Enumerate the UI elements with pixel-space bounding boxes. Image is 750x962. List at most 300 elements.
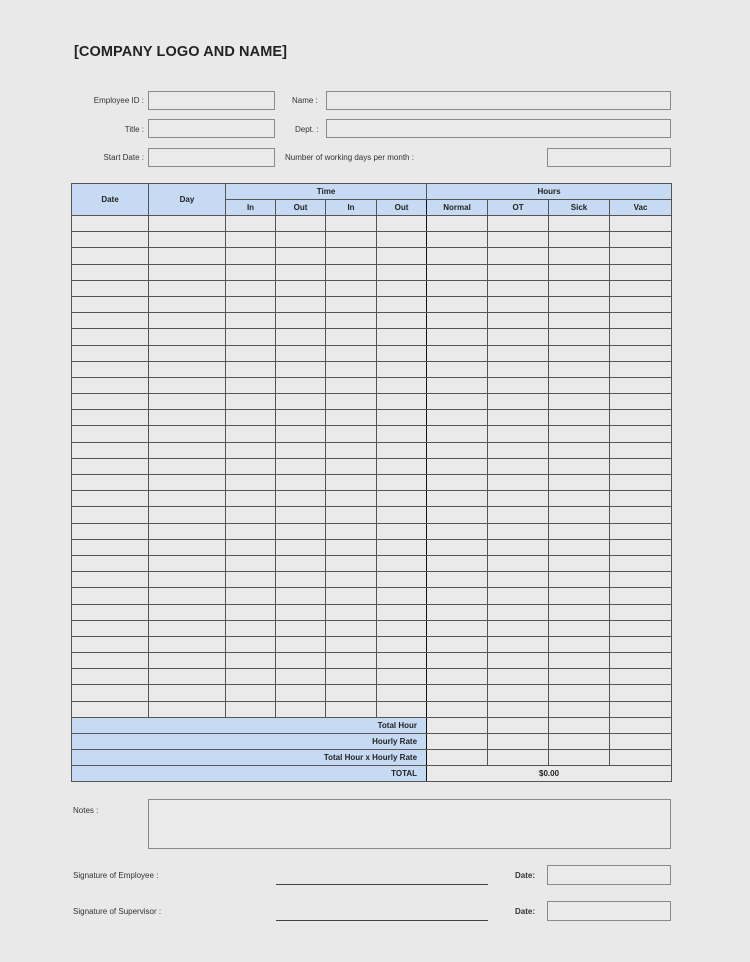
time-in-2-cell[interactable]: [326, 685, 377, 701]
sick-cell[interactable]: [549, 361, 610, 377]
normal-cell[interactable]: [427, 491, 488, 507]
date-cell[interactable]: [72, 296, 149, 312]
time-in-2-cell[interactable]: [326, 458, 377, 474]
ot-cell[interactable]: [488, 636, 549, 652]
sick-cell[interactable]: [549, 555, 610, 571]
date-cell[interactable]: [72, 572, 149, 588]
date-cell[interactable]: [72, 491, 149, 507]
working-days-field[interactable]: [547, 148, 671, 167]
total-x-rate-ot-cell[interactable]: [488, 749, 549, 765]
vac-cell[interactable]: [610, 507, 672, 523]
vac-cell[interactable]: [610, 701, 672, 717]
sick-cell[interactable]: [549, 377, 610, 393]
day-cell[interactable]: [149, 313, 226, 329]
normal-cell[interactable]: [427, 345, 488, 361]
time-out-1-cell[interactable]: [276, 701, 326, 717]
total-x-rate-normal-cell[interactable]: [427, 749, 488, 765]
normal-cell[interactable]: [427, 507, 488, 523]
time-out-2-cell[interactable]: [377, 572, 427, 588]
sick-cell[interactable]: [549, 653, 610, 669]
day-cell[interactable]: [149, 539, 226, 555]
time-out-1-cell[interactable]: [276, 669, 326, 685]
sick-cell[interactable]: [549, 264, 610, 280]
hourly-rate-ot-cell[interactable]: [488, 733, 549, 749]
day-cell[interactable]: [149, 377, 226, 393]
time-in-2-cell[interactable]: [326, 620, 377, 636]
time-in-2-cell[interactable]: [326, 555, 377, 571]
ot-cell[interactable]: [488, 329, 549, 345]
time-in-1-cell[interactable]: [226, 669, 276, 685]
time-in-1-cell[interactable]: [226, 280, 276, 296]
sick-cell[interactable]: [549, 426, 610, 442]
time-out-1-cell[interactable]: [276, 426, 326, 442]
time-in-2-cell[interactable]: [326, 410, 377, 426]
time-out-1-cell[interactable]: [276, 313, 326, 329]
day-cell[interactable]: [149, 296, 226, 312]
normal-cell[interactable]: [427, 604, 488, 620]
normal-cell[interactable]: [427, 394, 488, 410]
time-in-2-cell[interactable]: [326, 539, 377, 555]
ot-cell[interactable]: [488, 588, 549, 604]
date-cell[interactable]: [72, 588, 149, 604]
ot-cell[interactable]: [488, 555, 549, 571]
time-in-2-cell[interactable]: [326, 361, 377, 377]
sick-cell[interactable]: [549, 604, 610, 620]
time-out-1-cell[interactable]: [276, 248, 326, 264]
date-cell[interactable]: [72, 475, 149, 491]
time-out-2-cell[interactable]: [377, 361, 427, 377]
time-out-1-cell[interactable]: [276, 604, 326, 620]
time-in-1-cell[interactable]: [226, 555, 276, 571]
vac-cell[interactable]: [610, 361, 672, 377]
time-out-1-cell[interactable]: [276, 555, 326, 571]
time-out-2-cell[interactable]: [377, 280, 427, 296]
ot-cell[interactable]: [488, 539, 549, 555]
time-out-1-cell[interactable]: [276, 458, 326, 474]
employee-date-field[interactable]: [547, 865, 671, 885]
date-cell[interactable]: [72, 458, 149, 474]
normal-cell[interactable]: [427, 280, 488, 296]
day-cell[interactable]: [149, 491, 226, 507]
total-hour-ot-cell[interactable]: [488, 717, 549, 733]
time-in-2-cell[interactable]: [326, 588, 377, 604]
time-in-2-cell[interactable]: [326, 280, 377, 296]
time-out-2-cell[interactable]: [377, 426, 427, 442]
hourly-rate-normal-cell[interactable]: [427, 733, 488, 749]
normal-cell[interactable]: [427, 216, 488, 232]
time-out-1-cell[interactable]: [276, 620, 326, 636]
supervisor-signature-line[interactable]: [276, 920, 488, 921]
date-cell[interactable]: [72, 410, 149, 426]
date-cell[interactable]: [72, 636, 149, 652]
normal-cell[interactable]: [427, 329, 488, 345]
time-in-1-cell[interactable]: [226, 701, 276, 717]
time-in-1-cell[interactable]: [226, 313, 276, 329]
sick-cell[interactable]: [549, 232, 610, 248]
total-x-rate-vac-cell[interactable]: [610, 749, 672, 765]
date-cell[interactable]: [72, 523, 149, 539]
total-hour-vac-cell[interactable]: [610, 717, 672, 733]
ot-cell[interactable]: [488, 669, 549, 685]
time-out-2-cell[interactable]: [377, 507, 427, 523]
day-cell[interactable]: [149, 410, 226, 426]
time-out-2-cell[interactable]: [377, 248, 427, 264]
normal-cell[interactable]: [427, 555, 488, 571]
sick-cell[interactable]: [549, 701, 610, 717]
sick-cell[interactable]: [549, 458, 610, 474]
vac-cell[interactable]: [610, 523, 672, 539]
ot-cell[interactable]: [488, 653, 549, 669]
time-in-2-cell[interactable]: [326, 475, 377, 491]
ot-cell[interactable]: [488, 280, 549, 296]
sick-cell[interactable]: [549, 313, 610, 329]
day-cell[interactable]: [149, 588, 226, 604]
ot-cell[interactable]: [488, 507, 549, 523]
sick-cell[interactable]: [549, 296, 610, 312]
time-in-1-cell[interactable]: [226, 264, 276, 280]
time-out-1-cell[interactable]: [276, 507, 326, 523]
sick-cell[interactable]: [549, 572, 610, 588]
normal-cell[interactable]: [427, 636, 488, 652]
time-out-1-cell[interactable]: [276, 296, 326, 312]
time-out-1-cell[interactable]: [276, 588, 326, 604]
date-cell[interactable]: [72, 669, 149, 685]
time-in-2-cell[interactable]: [326, 329, 377, 345]
vac-cell[interactable]: [610, 264, 672, 280]
ot-cell[interactable]: [488, 361, 549, 377]
normal-cell[interactable]: [427, 653, 488, 669]
time-in-1-cell[interactable]: [226, 685, 276, 701]
time-in-2-cell[interactable]: [326, 216, 377, 232]
date-cell[interactable]: [72, 361, 149, 377]
ot-cell[interactable]: [488, 458, 549, 474]
start-date-field[interactable]: [148, 148, 275, 167]
day-cell[interactable]: [149, 507, 226, 523]
day-cell[interactable]: [149, 442, 226, 458]
ot-cell[interactable]: [488, 377, 549, 393]
ot-cell[interactable]: [488, 232, 549, 248]
date-cell[interactable]: [72, 685, 149, 701]
time-in-1-cell[interactable]: [226, 475, 276, 491]
time-in-1-cell[interactable]: [226, 345, 276, 361]
sick-cell[interactable]: [549, 620, 610, 636]
time-out-2-cell[interactable]: [377, 313, 427, 329]
ot-cell[interactable]: [488, 345, 549, 361]
vac-cell[interactable]: [610, 426, 672, 442]
time-out-1-cell[interactable]: [276, 280, 326, 296]
sick-cell[interactable]: [549, 669, 610, 685]
normal-cell[interactable]: [427, 313, 488, 329]
vac-cell[interactable]: [610, 458, 672, 474]
ot-cell[interactable]: [488, 216, 549, 232]
ot-cell[interactable]: [488, 620, 549, 636]
vac-cell[interactable]: [610, 280, 672, 296]
time-out-1-cell[interactable]: [276, 394, 326, 410]
date-cell[interactable]: [72, 426, 149, 442]
time-out-2-cell[interactable]: [377, 701, 427, 717]
time-in-1-cell[interactable]: [226, 361, 276, 377]
normal-cell[interactable]: [427, 669, 488, 685]
normal-cell[interactable]: [427, 232, 488, 248]
ot-cell[interactable]: [488, 685, 549, 701]
time-in-1-cell[interactable]: [226, 394, 276, 410]
time-in-2-cell[interactable]: [326, 264, 377, 280]
time-out-2-cell[interactable]: [377, 604, 427, 620]
vac-cell[interactable]: [610, 313, 672, 329]
sick-cell[interactable]: [549, 442, 610, 458]
vac-cell[interactable]: [610, 232, 672, 248]
day-cell[interactable]: [149, 685, 226, 701]
vac-cell[interactable]: [610, 539, 672, 555]
vac-cell[interactable]: [610, 685, 672, 701]
sick-cell[interactable]: [549, 410, 610, 426]
sick-cell[interactable]: [549, 588, 610, 604]
time-out-1-cell[interactable]: [276, 410, 326, 426]
vac-cell[interactable]: [610, 345, 672, 361]
time-out-1-cell[interactable]: [276, 232, 326, 248]
time-out-2-cell[interactable]: [377, 555, 427, 571]
sick-cell[interactable]: [549, 216, 610, 232]
date-cell[interactable]: [72, 539, 149, 555]
vac-cell[interactable]: [610, 604, 672, 620]
hourly-rate-vac-cell[interactable]: [610, 733, 672, 749]
normal-cell[interactable]: [427, 377, 488, 393]
time-out-2-cell[interactable]: [377, 410, 427, 426]
time-in-1-cell[interactable]: [226, 653, 276, 669]
vac-cell[interactable]: [610, 620, 672, 636]
vac-cell[interactable]: [610, 410, 672, 426]
ot-cell[interactable]: [488, 475, 549, 491]
time-out-1-cell[interactable]: [276, 491, 326, 507]
normal-cell[interactable]: [427, 572, 488, 588]
time-in-1-cell[interactable]: [226, 539, 276, 555]
normal-cell[interactable]: [427, 361, 488, 377]
ot-cell[interactable]: [488, 442, 549, 458]
sick-cell[interactable]: [549, 475, 610, 491]
hourly-rate-sick-cell[interactable]: [549, 733, 610, 749]
ot-cell[interactable]: [488, 248, 549, 264]
supervisor-date-field[interactable]: [547, 901, 671, 921]
sick-cell[interactable]: [549, 636, 610, 652]
notes-field[interactable]: [148, 799, 671, 849]
time-in-2-cell[interactable]: [326, 653, 377, 669]
day-cell[interactable]: [149, 232, 226, 248]
time-in-1-cell[interactable]: [226, 410, 276, 426]
time-in-1-cell[interactable]: [226, 442, 276, 458]
time-out-2-cell[interactable]: [377, 216, 427, 232]
time-in-1-cell[interactable]: [226, 329, 276, 345]
ot-cell[interactable]: [488, 523, 549, 539]
date-cell[interactable]: [72, 329, 149, 345]
normal-cell[interactable]: [427, 701, 488, 717]
employee-signature-line[interactable]: [276, 884, 488, 885]
time-in-1-cell[interactable]: [226, 572, 276, 588]
ot-cell[interactable]: [488, 313, 549, 329]
date-cell[interactable]: [72, 264, 149, 280]
time-out-2-cell[interactable]: [377, 345, 427, 361]
normal-cell[interactable]: [427, 442, 488, 458]
time-in-2-cell[interactable]: [326, 669, 377, 685]
vac-cell[interactable]: [610, 555, 672, 571]
time-out-2-cell[interactable]: [377, 329, 427, 345]
normal-cell[interactable]: [427, 620, 488, 636]
vac-cell[interactable]: [610, 394, 672, 410]
sick-cell[interactable]: [549, 345, 610, 361]
vac-cell[interactable]: [610, 669, 672, 685]
day-cell[interactable]: [149, 361, 226, 377]
ot-cell[interactable]: [488, 410, 549, 426]
time-out-2-cell[interactable]: [377, 296, 427, 312]
day-cell[interactable]: [149, 345, 226, 361]
time-in-2-cell[interactable]: [326, 345, 377, 361]
time-in-1-cell[interactable]: [226, 377, 276, 393]
time-out-2-cell[interactable]: [377, 620, 427, 636]
time-in-2-cell[interactable]: [326, 394, 377, 410]
sick-cell[interactable]: [549, 280, 610, 296]
time-in-1-cell[interactable]: [226, 523, 276, 539]
sick-cell[interactable]: [549, 248, 610, 264]
time-in-2-cell[interactable]: [326, 377, 377, 393]
total-hour-sick-cell[interactable]: [549, 717, 610, 733]
sick-cell[interactable]: [549, 507, 610, 523]
time-out-1-cell[interactable]: [276, 572, 326, 588]
date-cell[interactable]: [72, 555, 149, 571]
time-in-1-cell[interactable]: [226, 507, 276, 523]
date-cell[interactable]: [72, 216, 149, 232]
normal-cell[interactable]: [427, 588, 488, 604]
time-out-1-cell[interactable]: [276, 653, 326, 669]
time-out-1-cell[interactable]: [276, 329, 326, 345]
vac-cell[interactable]: [610, 475, 672, 491]
day-cell[interactable]: [149, 572, 226, 588]
normal-cell[interactable]: [427, 685, 488, 701]
day-cell[interactable]: [149, 280, 226, 296]
time-out-2-cell[interactable]: [377, 377, 427, 393]
time-in-2-cell[interactable]: [326, 426, 377, 442]
time-in-1-cell[interactable]: [226, 491, 276, 507]
normal-cell[interactable]: [427, 410, 488, 426]
date-cell[interactable]: [72, 394, 149, 410]
time-out-2-cell[interactable]: [377, 685, 427, 701]
sick-cell[interactable]: [549, 685, 610, 701]
time-out-2-cell[interactable]: [377, 669, 427, 685]
time-out-2-cell[interactable]: [377, 636, 427, 652]
vac-cell[interactable]: [610, 491, 672, 507]
ot-cell[interactable]: [488, 426, 549, 442]
normal-cell[interactable]: [427, 475, 488, 491]
vac-cell[interactable]: [610, 248, 672, 264]
time-out-2-cell[interactable]: [377, 264, 427, 280]
time-out-2-cell[interactable]: [377, 523, 427, 539]
day-cell[interactable]: [149, 523, 226, 539]
ot-cell[interactable]: [488, 572, 549, 588]
time-in-1-cell[interactable]: [226, 588, 276, 604]
time-out-1-cell[interactable]: [276, 345, 326, 361]
vac-cell[interactable]: [610, 653, 672, 669]
ot-cell[interactable]: [488, 604, 549, 620]
time-out-2-cell[interactable]: [377, 442, 427, 458]
time-in-2-cell[interactable]: [326, 442, 377, 458]
time-in-2-cell[interactable]: [326, 636, 377, 652]
vac-cell[interactable]: [610, 588, 672, 604]
time-out-1-cell[interactable]: [276, 523, 326, 539]
time-in-2-cell[interactable]: [326, 313, 377, 329]
time-in-1-cell[interactable]: [226, 426, 276, 442]
date-cell[interactable]: [72, 232, 149, 248]
vac-cell[interactable]: [610, 442, 672, 458]
normal-cell[interactable]: [427, 296, 488, 312]
time-out-1-cell[interactable]: [276, 361, 326, 377]
time-in-2-cell[interactable]: [326, 701, 377, 717]
total-hour-normal-cell[interactable]: [427, 717, 488, 733]
day-cell[interactable]: [149, 216, 226, 232]
normal-cell[interactable]: [427, 248, 488, 264]
day-cell[interactable]: [149, 653, 226, 669]
time-out-2-cell[interactable]: [377, 232, 427, 248]
time-out-1-cell[interactable]: [276, 442, 326, 458]
day-cell[interactable]: [149, 604, 226, 620]
time-out-1-cell[interactable]: [276, 264, 326, 280]
employee-id-field[interactable]: [148, 91, 275, 110]
date-cell[interactable]: [72, 604, 149, 620]
time-out-2-cell[interactable]: [377, 653, 427, 669]
time-in-2-cell[interactable]: [326, 507, 377, 523]
day-cell[interactable]: [149, 669, 226, 685]
date-cell[interactable]: [72, 507, 149, 523]
date-cell[interactable]: [72, 248, 149, 264]
time-out-1-cell[interactable]: [276, 377, 326, 393]
ot-cell[interactable]: [488, 491, 549, 507]
day-cell[interactable]: [149, 701, 226, 717]
sick-cell[interactable]: [549, 394, 610, 410]
day-cell[interactable]: [149, 264, 226, 280]
time-in-1-cell[interactable]: [226, 232, 276, 248]
date-cell[interactable]: [72, 280, 149, 296]
time-in-1-cell[interactable]: [226, 604, 276, 620]
time-in-1-cell[interactable]: [226, 216, 276, 232]
normal-cell[interactable]: [427, 264, 488, 280]
time-in-2-cell[interactable]: [326, 491, 377, 507]
time-out-1-cell[interactable]: [276, 685, 326, 701]
time-in-2-cell[interactable]: [326, 604, 377, 620]
sick-cell[interactable]: [549, 523, 610, 539]
time-in-1-cell[interactable]: [226, 458, 276, 474]
date-cell[interactable]: [72, 620, 149, 636]
time-out-2-cell[interactable]: [377, 588, 427, 604]
time-out-2-cell[interactable]: [377, 394, 427, 410]
day-cell[interactable]: [149, 620, 226, 636]
day-cell[interactable]: [149, 458, 226, 474]
day-cell[interactable]: [149, 248, 226, 264]
time-out-1-cell[interactable]: [276, 475, 326, 491]
date-cell[interactable]: [72, 653, 149, 669]
ot-cell[interactable]: [488, 394, 549, 410]
date-cell[interactable]: [72, 442, 149, 458]
day-cell[interactable]: [149, 394, 226, 410]
time-in-2-cell[interactable]: [326, 248, 377, 264]
sick-cell[interactable]: [549, 491, 610, 507]
normal-cell[interactable]: [427, 539, 488, 555]
time-in-2-cell[interactable]: [326, 572, 377, 588]
day-cell[interactable]: [149, 636, 226, 652]
time-in-1-cell[interactable]: [226, 636, 276, 652]
time-out-2-cell[interactable]: [377, 458, 427, 474]
time-in-2-cell[interactable]: [326, 296, 377, 312]
ot-cell[interactable]: [488, 264, 549, 280]
normal-cell[interactable]: [427, 458, 488, 474]
time-in-1-cell[interactable]: [226, 296, 276, 312]
vac-cell[interactable]: [610, 329, 672, 345]
